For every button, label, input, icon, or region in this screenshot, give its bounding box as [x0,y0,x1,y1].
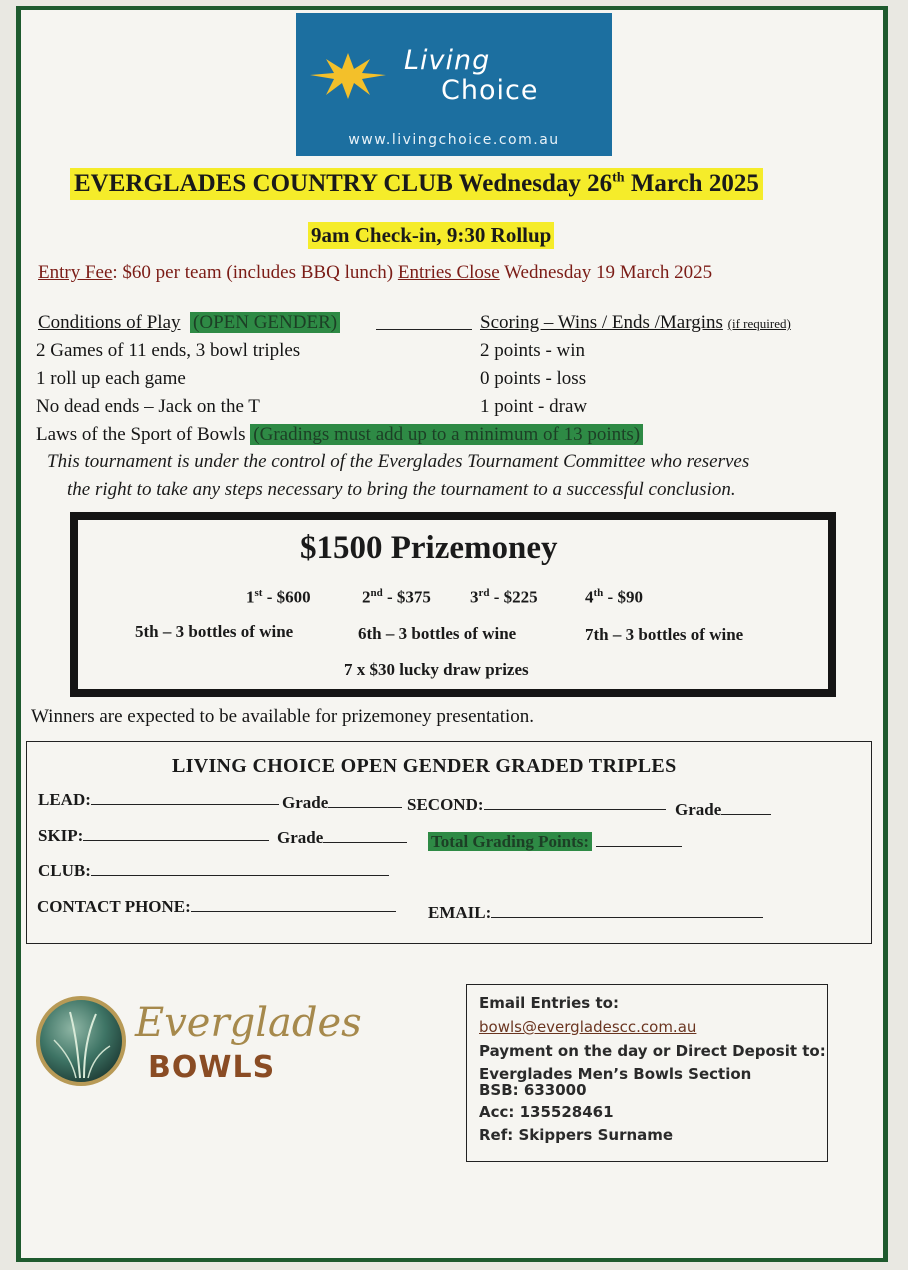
total-grading-label: Total Grading Points: [428,832,592,851]
wine-prize: 6th – 3 bottles of wine [358,624,517,643]
entry-info [38,262,712,284]
condition-item: No dead ends – Jack on the T [36,396,260,417]
everglades-logo-emblem [36,996,126,1086]
laws-line [36,424,643,446]
winners-note: Winners are expected to be available for prizemoney presentation. [31,706,535,727]
prize-title: $1500 Prizemoney [300,530,558,566]
prize-place: 2nd - $375 [362,587,431,607]
title-main: EVERGLADES COUNTRY CLUB Wednesday 26 [74,170,613,197]
conditions-heading [38,312,340,334]
prize-place: 1st - $600 [246,587,311,607]
scoring-item: 2 points - win [480,340,586,361]
control-text-line: the right to take any steps necessary to bring the tournament to a successful conclusion. [67,479,736,500]
control-text-line: This tournament is under the control of the Everglades Tournament Committee who reserves [47,451,750,472]
scoring-heading-text: Scoring – Wins / Ends /Margins [480,312,723,333]
account-name: Everglades Men’s Bowls Section [479,1065,752,1083]
wine-prize: 5th – 3 bottles of wine [135,622,294,641]
living-choice-logo [296,13,612,156]
laws-text: Laws of the Sport of Bowls [36,424,246,445]
logo-living-text: Living [404,45,491,76]
reference: Ref: Skippers Surname [479,1126,674,1144]
logo-choice-text: Choice [441,75,539,106]
bowls-wordmark: BOWLS [148,1050,276,1085]
prize-place: 3rd - $225 [470,587,538,607]
bsb: BSB: 633000 [479,1081,587,1099]
email-entries-label: Email Entries to: [479,994,619,1012]
event-subtitle: 9am Check-in, 9:30 Rollup [308,222,554,249]
title-sup: th [612,170,625,186]
total-grading-field[interactable] [428,832,682,852]
condition-item: 1 roll up each game [36,368,186,389]
lead-grade-field[interactable]: Grade [282,793,402,813]
scoring-item: 1 point - draw [480,396,588,417]
contact-phone-field[interactable]: CONTACT PHONE: [37,897,396,917]
second-field[interactable]: SECOND: [407,795,666,815]
conditions-heading-text: Conditions of Play [38,312,181,333]
grading-badge: (Gradings must add up to a minimum of 13 points) [250,424,643,445]
form-title: LIVING CHOICE OPEN GENDER GRADED TRIPLES [172,755,677,777]
entries-close-date: Wednesday 19 March 2025 [499,262,713,283]
logo-url: www.livingchoice.com.au [348,132,560,148]
lucky-draw: 7 x $30 lucky draw prizes [344,660,529,679]
sun-icon [308,51,388,101]
entry-fee-label: Entry Fee [38,262,113,283]
heading-rule [376,329,472,330]
skip-grade-field[interactable]: Grade [277,828,407,848]
title-tail: March 2025 [624,170,759,197]
skip-field[interactable]: SKIP: [38,826,269,846]
scoring-note: (if required) [727,316,791,331]
payment-label: Payment on the day or Direct Deposit to: [479,1042,826,1060]
second-grade-field[interactable]: Grade [675,800,771,820]
lead-field[interactable]: LEAD: [38,790,279,810]
event-title [70,168,763,200]
wine-prize: 7th – 3 bottles of wine [585,625,744,644]
entry-fee: : $60 per team (includes BBQ lunch) [112,262,398,283]
club-field[interactable]: CLUB: [38,861,389,881]
everglades-wordmark: Everglades [135,1000,362,1046]
scoring-heading [480,312,791,334]
account-number: Acc: 135528461 [479,1103,614,1121]
scoring-item: 0 points - loss [480,368,587,389]
reed-icon [40,1000,122,1082]
condition-item: 2 Games of 11 ends, 3 bowl triples [36,340,301,361]
entries-close-label: Entries Close [397,262,500,283]
open-gender-badge: (OPEN GENDER) [190,312,340,333]
email-field[interactable]: EMAIL: [428,903,763,923]
email-link[interactable]: bowls@evergladescc.com.au [479,1018,697,1036]
prize-place: 4th - $90 [585,587,643,607]
